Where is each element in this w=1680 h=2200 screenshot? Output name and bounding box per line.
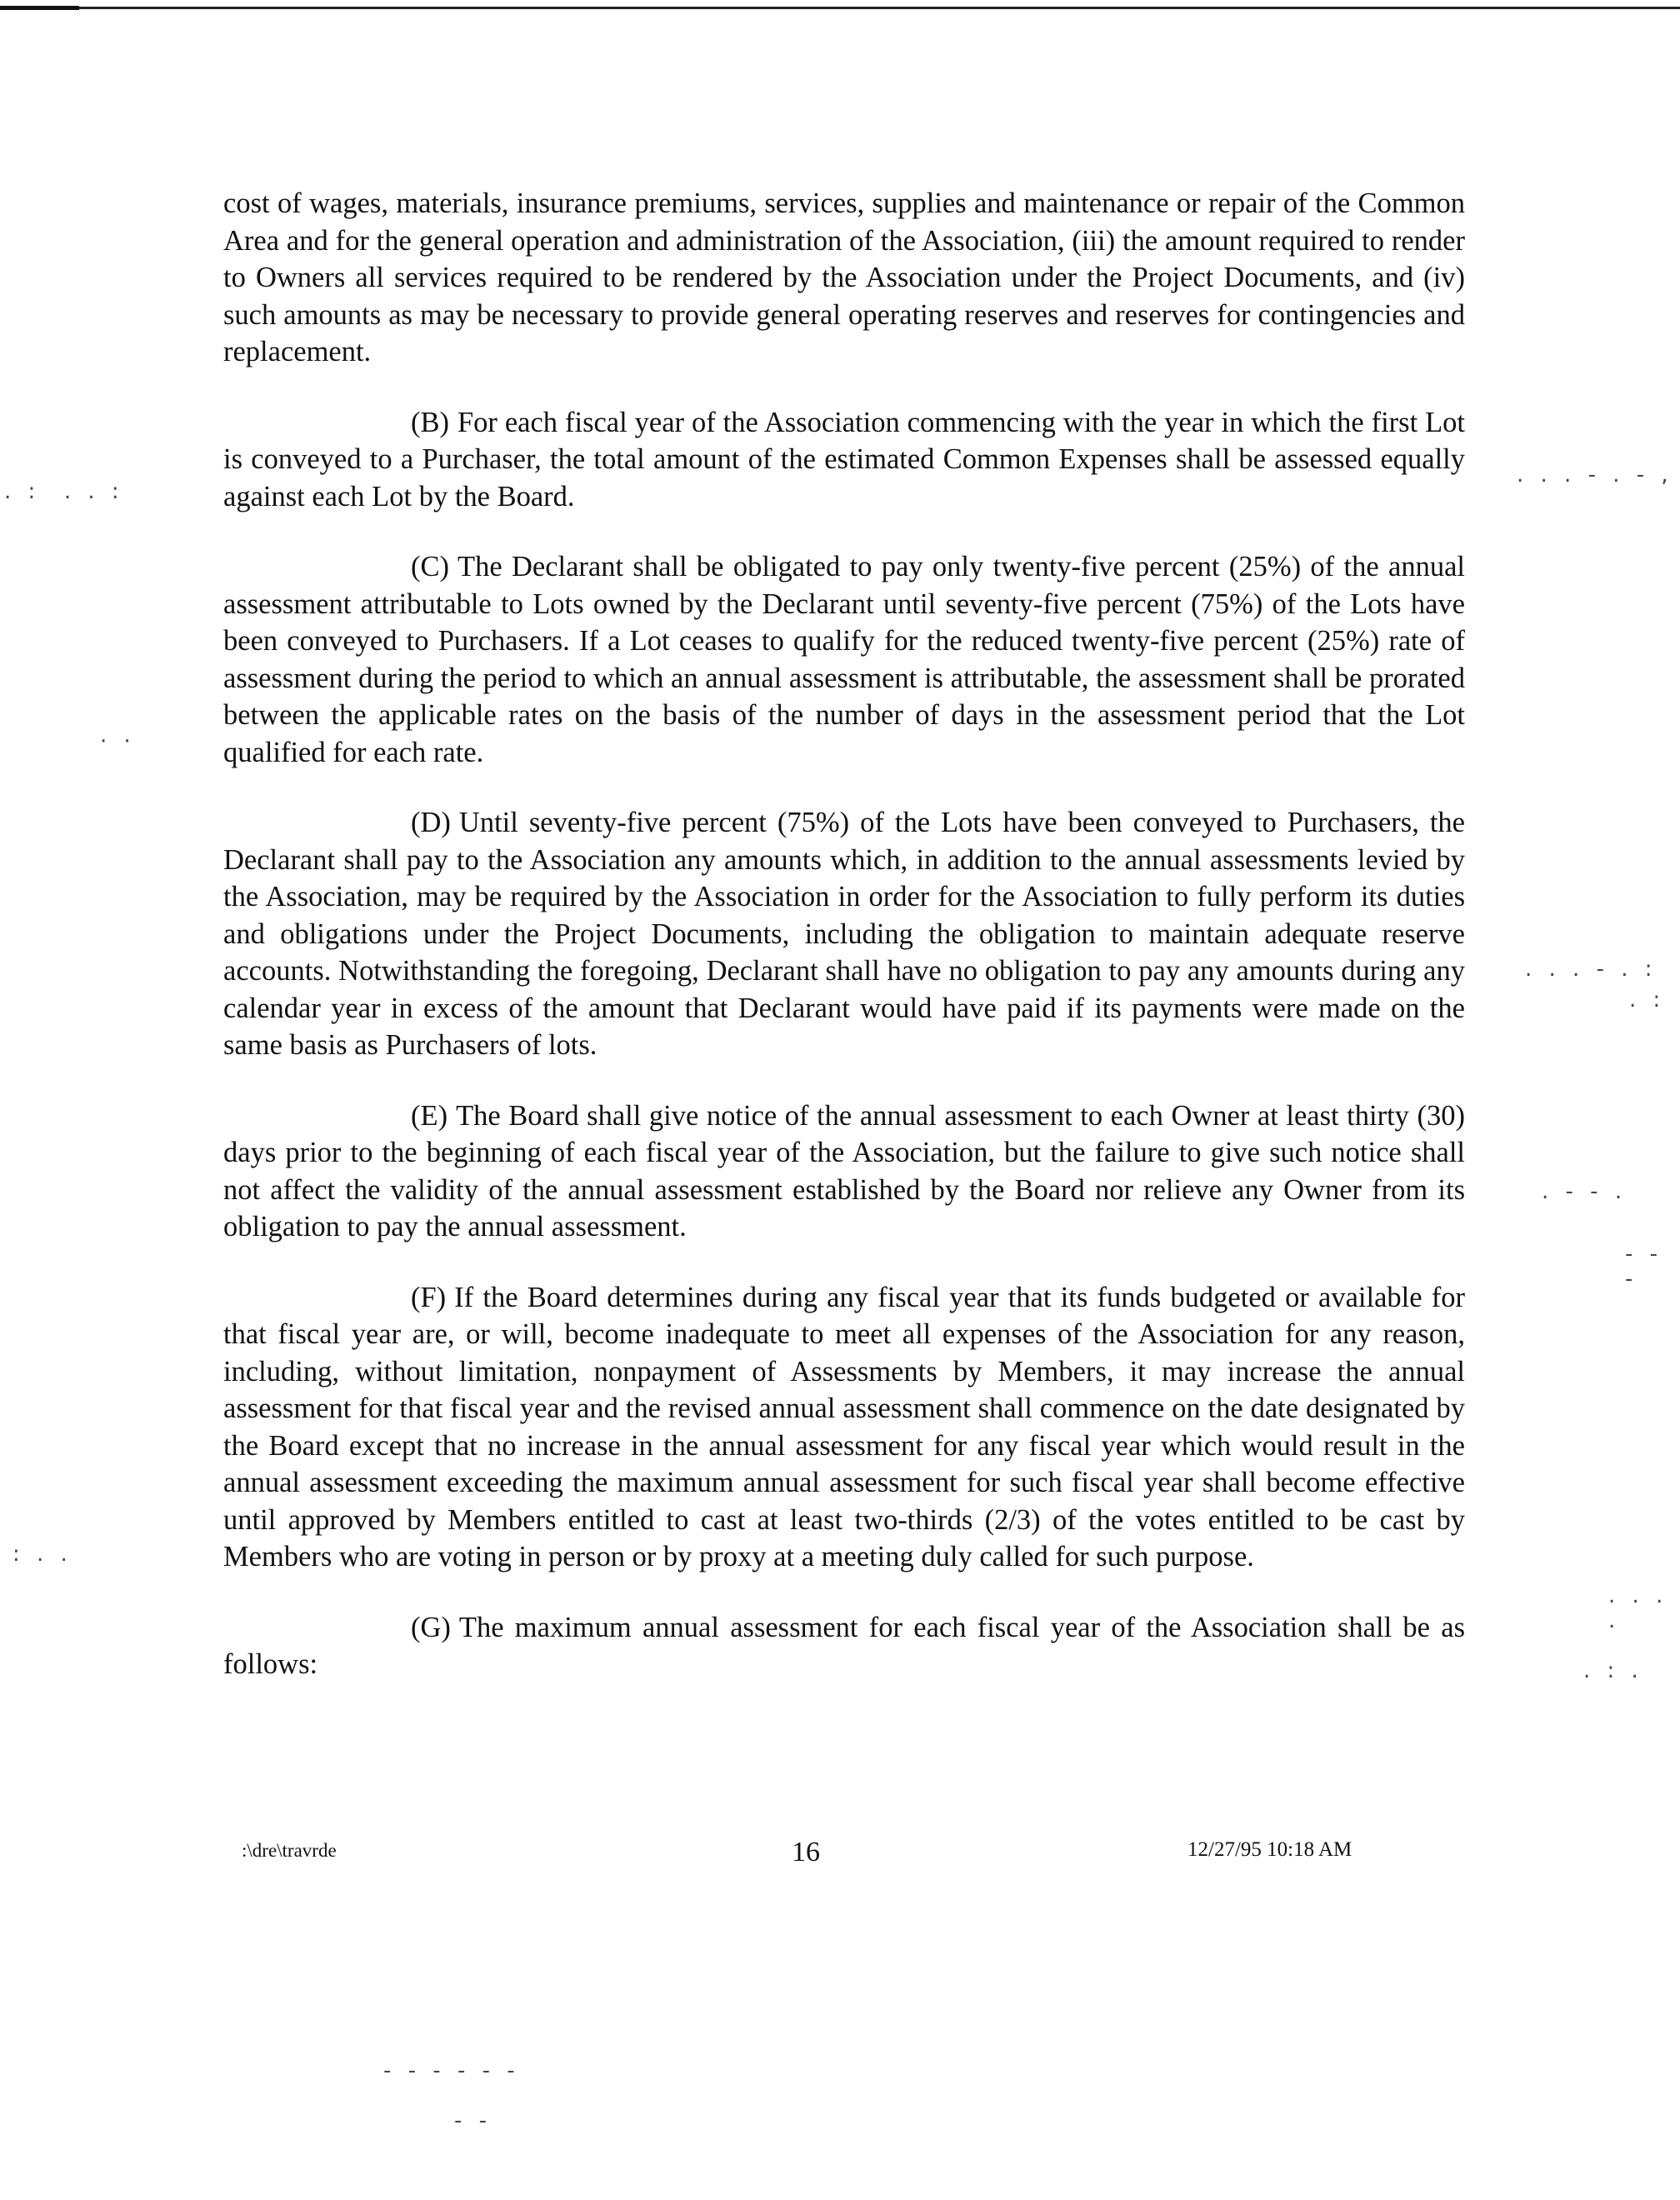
paragraph-marker: (B): [411, 406, 449, 438]
paragraph-text: The Declarant shall be obligated to pay only twenty-five percent (25%) of the annual assessment attributable to Lots owned by the Declarant until seventy-five percent (75%) of the Lots have been conveyed to Purchasers. If a Lot ceases to qualify for the reduced twenty-five percent (25%) rate of assessment during the period to which an annual assessment is attributable, the assessment shall be prorated between the applicable rates on the basis of the number of days in the assessment period that the Lot qualified for each rate.: [223, 551, 1465, 768]
scan-noise: - -: [454, 2108, 492, 2133]
scan-noise: : . .: [12, 1542, 72, 1567]
scan-noise: . : .: [1583, 1658, 1643, 1683]
scan-noise: . . . .: [1608, 1583, 1668, 1633]
paragraph-continued: [223, 185, 1465, 371]
scan-noise: - - - - - -: [383, 2058, 520, 2083]
footer-file-path: :\dre\travrde: [242, 1840, 337, 1861]
scan-noise: . . . - . - ,: [1517, 462, 1673, 488]
scan-noise: . : . . :: [4, 479, 124, 504]
page-number: 16: [792, 1837, 820, 1868]
paragraph-b: [223, 404, 1465, 516]
paragraph-text: cost of wages, materials, insurance premiums, services, supplies and maintenance or repair of the Common Area and for the general operation and administration of the Association, (iii) the amount required to render to Owners all services required to be rendered by the Association under the Project Documents, and (iv) such amounts as may be necessary to provide general operating reserves and reserves for contingencies and replacement.: [223, 188, 1465, 368]
paragraph-text: The maximum annual assessment for each fiscal year of the Association shall be as follows:: [223, 1611, 1465, 1680]
paragraph-f: [223, 1279, 1465, 1576]
scan-noise: . . . - . :: [1525, 957, 1658, 982]
paragraph-text: For each fiscal year of the Association commencing with the year in which the first Lot is conveyed to a Purchaser, the total amount of the estimated Common Expenses shall be assessed equally against each Lot by the Board.: [223, 406, 1465, 512]
paragraph-marker: (D): [411, 807, 451, 838]
paragraph-text: The Board shall give notice of the annual assessment to each Owner at least thirty (30) days prior to the beginning of each fiscal year of the Association, but the failure to give such notice shall not affect the validity of the annual assessment established by the Board nor relieve any Owner from its obligation to pay the annual assessment.: [223, 1099, 1465, 1242]
scan-noise: · ·: [100, 729, 136, 754]
paragraph-text: If the Board determines during any fiscal year that its funds budgeted or available for that fiscal year are, or will, become inadequate to meet all expenses of the Association for any reason, including, without limitation, nonpayment of Assessments by Members, it may increase the annual assessment for that fiscal year and the revised annual assessment shall commence on the date designated by the Board except that no increase in the annual assessment for any fiscal year which would result in the annual assessment exceeding the maximum annual assessment for such fiscal year shall become effective until approved by Members entitled to cast at least two-thirds (2/3) of the votes entitled to be cast by Members who are voting in person or by proxy at a meeting duly called for such purpose.: [223, 1281, 1465, 1572]
paragraph-text: Until seventy-five percent (75%) of the Lots have been conveyed to Purchasers, the Declarant shall pay to the Association any amounts which, in addition to the annual assessments levied by the Association, may be required by the Association in order for the Association to fully perform its duties and obligations under the Project Documents, including the obligation to maintain adequate reserve accounts. Notwithstanding the foregoing, Declarant shall have no obligation to pay any amounts during any calendar year in excess of the amount that Declarant would have paid if its payments were made on the same basis as Purchasers of lots.: [223, 807, 1465, 1061]
paragraph-marker: (C): [411, 551, 449, 582]
scan-noise: - - -: [1625, 1242, 1663, 1292]
document-body: [223, 185, 1465, 1683]
paragraph-marker: (F): [411, 1281, 447, 1313]
paragraph-d: [223, 804, 1465, 1064]
scan-noise: . - - .: [1542, 1179, 1628, 1204]
footer-timestamp: 12/27/95 10:18 AM: [1188, 1838, 1352, 1861]
paragraph-e: [223, 1098, 1465, 1246]
paragraph-marker: (E): [411, 1099, 448, 1132]
paragraph-marker: (G): [411, 1611, 451, 1643]
paragraph-c: [223, 548, 1465, 771]
top-rule: [0, 7, 1680, 9]
scan-noise: . :: [1629, 988, 1666, 1012]
top-rule-accent: [0, 6, 79, 10]
paragraph-g: [223, 1609, 1465, 1683]
